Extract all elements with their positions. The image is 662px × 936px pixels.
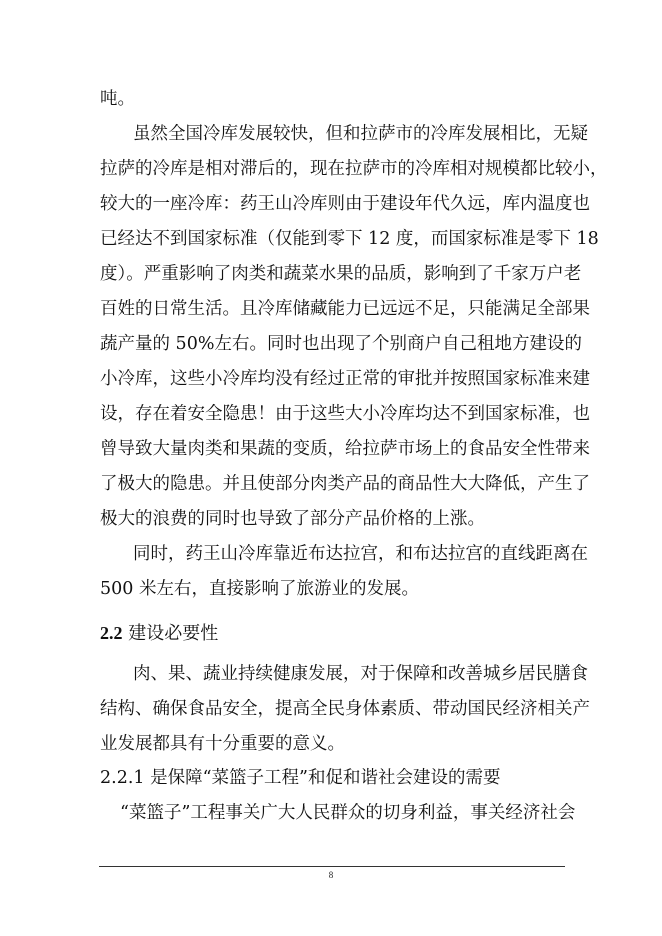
- body-line: 极大的浪费的同时也导致了部分产品价格的上涨。: [100, 509, 485, 529]
- body-line: 拉萨的冷库是相对滞后的，现在拉萨市的冷库相对规模都比较小，: [100, 159, 608, 179]
- body-line: 同时，药王山冷库靠近布达拉宫，和布达拉宫的直线距离在: [133, 544, 588, 564]
- body-line: 蔬产量的 50%左右。同时也出现了个别商户自己租地方建设的: [100, 334, 582, 354]
- body-line: 500 米左右，直接影响了旅游业的发展。: [100, 579, 419, 599]
- body-line: 肉、果、蔬业持续健康发展，对于保障和改善城乡居民膳食: [133, 664, 588, 684]
- body-line: 设，存在着安全隐患！由于这些大小冷库均达不到国家标准，也: [100, 404, 590, 424]
- page-number: 8: [328, 870, 334, 880]
- body-line: 较大的一座冷库：药王山冷库则由于建设年代久远，库内温度也: [100, 194, 590, 214]
- body-line: 百姓的日常生活。且冷库储藏能力已远远不足，只能满足全部果: [100, 299, 590, 319]
- body-line: 度）。严重影响了肉类和蔬菜水果的品质，影响到了千家万户老: [100, 264, 582, 284]
- body-line: 结构、确保食品安全，提高全民身体素质、带动国民经济相关产: [100, 699, 590, 719]
- body-line: 吨。: [100, 89, 135, 109]
- section-number: 2.2: [100, 623, 123, 643]
- body-line: 业发展都具有十分重要的意义。: [100, 734, 345, 754]
- body-line: 已经达不到国家标准（仅能到零下 12 度，而国家标准是零下 18: [100, 229, 599, 249]
- subsection-heading: 2.2.1 是保障“菜篮子工程”和促和谐社会建设的需要: [100, 768, 501, 788]
- body-line: 小冷库，这些小冷库均没有经过正常的审批并按照国家标准来建: [100, 369, 590, 389]
- footer-divider: [99, 866, 565, 867]
- body-line: “菜篮子”工程事关广大人民群众的切身利益，事关经济社会: [120, 803, 576, 823]
- section-title: 建设必要性: [128, 623, 219, 644]
- body-line: 曾导致大量肉类和果蔬的变质，给拉萨市场上的食品安全性带来: [100, 439, 590, 459]
- body-line: 虽然全国冷库发展较快，但和拉萨市的冷库发展相比，无疑: [133, 124, 588, 144]
- section-heading: [100, 623, 218, 644]
- body-line: 了极大的隐患。并且使部分肉类产品的商品性大大降低，产生了: [100, 474, 590, 494]
